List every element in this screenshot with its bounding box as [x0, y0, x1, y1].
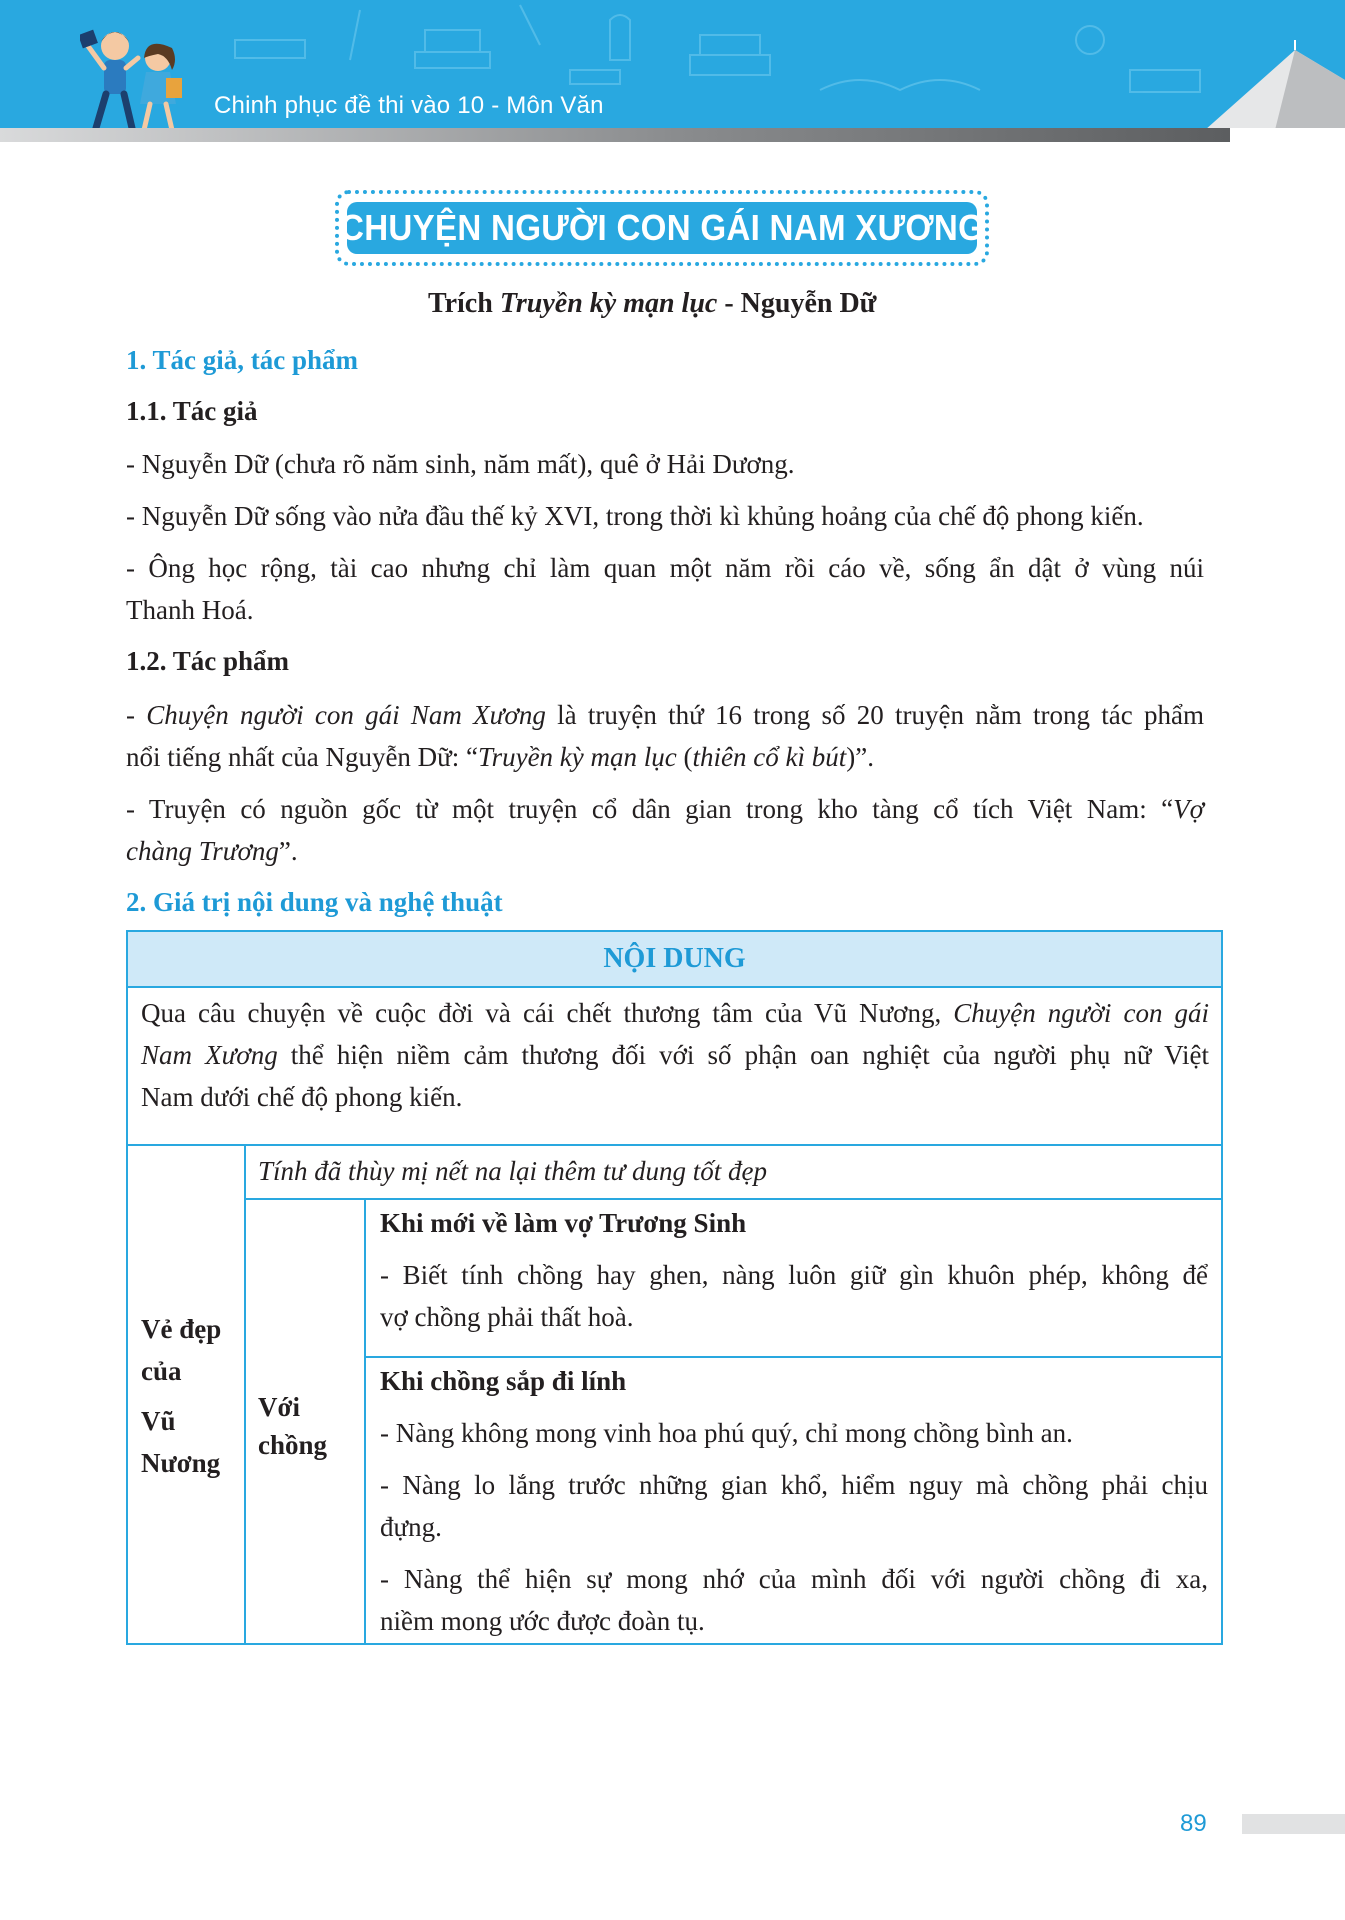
block-2-point-3-line-1: - Nàng thể hiện sự mong nhớ của mình đối với người chồng đi xa,	[380, 1564, 1208, 1594]
block-1-heading: Khi mới về làm vợ Trương Sinh	[380, 1208, 747, 1238]
block-1-line-1: - Biết tính chồng hay ghen, nàng luôn giữ gìn khuôn phép, không để	[380, 1260, 1208, 1290]
students-mascot-icon	[80, 18, 190, 128]
author-point-3: - Ông học rộng, tài cao nhưng chỉ làm quan một năm rồi cáo về, sống ẩn dật ở vùng núi	[126, 553, 1204, 583]
footer-bar	[1242, 1814, 1345, 1834]
nature-row: Tính đã thùy mị nết na lại thêm tư dung tốt đẹp	[258, 1156, 767, 1186]
block-2-point-2-line-1: - Nàng lo lắng trước những gian khổ, hiểm nguy mà chồng phải chịu	[380, 1470, 1208, 1500]
page-header	[0, 0, 1345, 128]
work-paragraph-1-line-2: nổi tiếng nhất của Nguyễn Dữ: “Truyền kỳ mạn lục (thiên cổ kì bút)”.	[126, 742, 874, 772]
block-2-point-1: - Nàng không mong vinh hoa phú quý, chỉ mong chồng bình an.	[380, 1418, 1073, 1448]
summary-line-2: Nam Xương thể hiện niềm cảm thương đối với số phận oan nghiệt của người phụ nữ Việt	[141, 1040, 1209, 1070]
summary-line-3: Nam dưới chế độ phong kiến.	[141, 1082, 463, 1112]
page-number: 89	[1180, 1810, 1207, 1837]
section-1-heading: 1. Tác giả, tác phẩm	[126, 345, 359, 375]
work-paragraph-2-line-2: chàng Trương”.	[126, 836, 298, 866]
mountain-flag-icon	[1205, 40, 1345, 128]
block-2-point-2-line-2: đựng.	[380, 1512, 442, 1542]
header-strip	[0, 128, 1230, 142]
work-paragraph-1-line-1: - Chuyện người con gái Nam Xương là truyện thứ 16 trong số 20 truyện nằm trong tác phẩm	[126, 700, 1204, 730]
husband-label: Với chồng	[258, 1392, 328, 1460]
section-1-2-heading: 1.2. Tác phẩm	[126, 646, 290, 676]
author-point-3-cont: Thanh Hoá.	[126, 595, 254, 625]
block-1-line-2: vợ chồng phải thất hoà.	[380, 1302, 634, 1332]
page-title: CHUYỆN NGƯỜI CON GÁI NAM XƯƠNG	[339, 207, 985, 248]
title-badge	[335, 190, 989, 266]
author-point-1: - Nguyễn Dữ (chưa rõ năm sinh, năm mất), quê ở Hải Dương.	[126, 449, 795, 479]
book-title: Chinh phục đề thi vào 10 - Môn Văn	[214, 92, 604, 119]
block-2-heading: Khi chồng sắp đi lính	[380, 1366, 627, 1396]
table-divider	[364, 1356, 1221, 1358]
table-divider	[244, 1198, 1221, 1200]
table-divider	[244, 1144, 246, 1645]
table-divider	[128, 1144, 1221, 1146]
left-label: Vẻ đẹp của Vũ Nương	[141, 1314, 222, 1478]
section-2-heading: 2. Giá trị nội dung và nghệ thuật	[126, 887, 503, 917]
work-paragraph-2-line-1: - Truyện có nguồn gốc từ một truyện cổ dân gian trong kho tàng cổ tích Việt Nam: “Vợ	[126, 794, 1204, 824]
content-table	[126, 930, 1223, 1645]
decorative-books-icon	[0, 0, 1345, 128]
summary-line-1: Qua câu chuyện về cuộc đời và cái chết thương tâm của Vũ Nương, Chuyện người con gái	[141, 998, 1209, 1028]
section-1-1-heading: 1.1. Tác giả	[126, 396, 258, 426]
subtitle: Trích Truyền kỳ mạn lục - Nguyễn Dữ	[428, 288, 877, 319]
block-2-point-3-line-2: niềm mong ước được đoàn tụ.	[380, 1606, 705, 1636]
table-header: NỘI DUNG	[128, 932, 1221, 988]
author-point-2: - Nguyễn Dữ sống vào nửa đầu thế kỷ XVI, trong thời kì khủng hoảng của chế độ phong kiến.	[126, 501, 1144, 531]
table-divider	[364, 1198, 366, 1645]
